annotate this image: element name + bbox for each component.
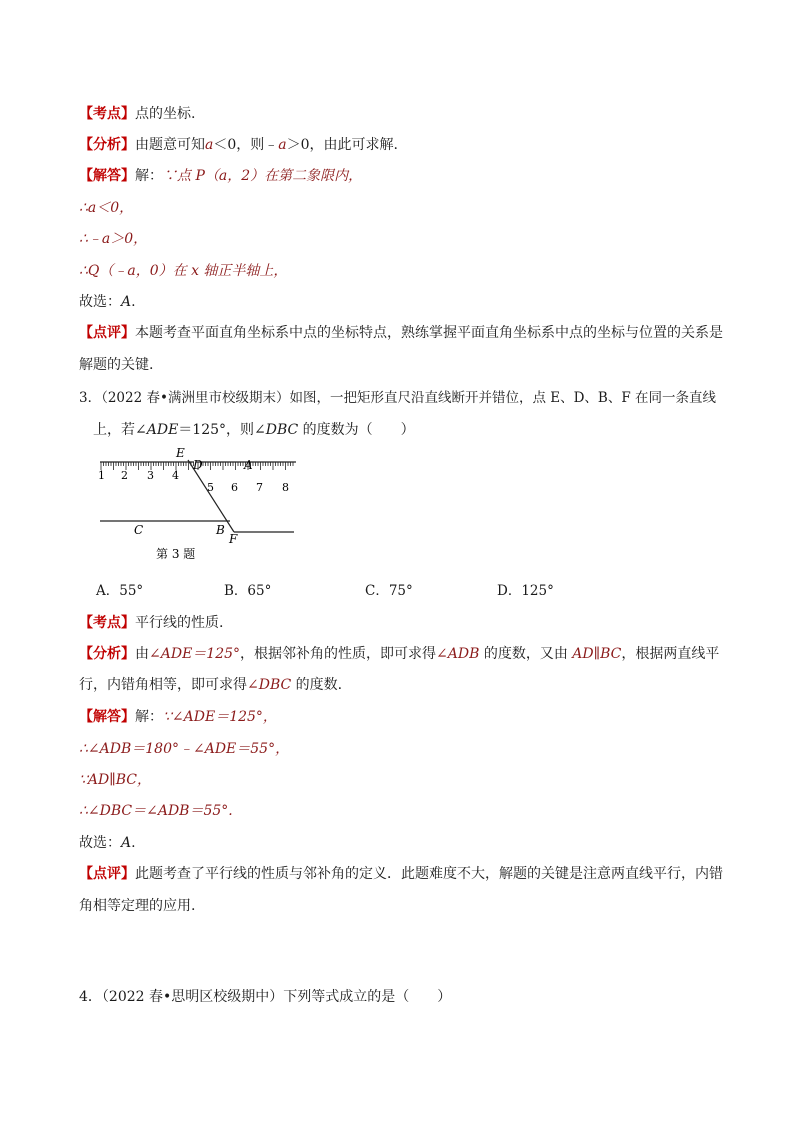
fenxi-tag: 【分析】 bbox=[79, 137, 135, 153]
figure-caption: 第 3 题 bbox=[156, 547, 196, 561]
math-var: ADE bbox=[146, 422, 179, 438]
math-expr: ∠ADB bbox=[436, 646, 480, 662]
q2-answer bbox=[79, 293, 136, 311]
math-expr: ∠DBC bbox=[247, 677, 292, 693]
answer-value: A bbox=[121, 294, 132, 310]
q3-kaodian bbox=[79, 614, 223, 632]
jieda-tag: 【解答】 bbox=[79, 709, 135, 725]
kaodian-tag: 【考点】 bbox=[79, 615, 135, 631]
option-d: D．125° bbox=[497, 583, 554, 599]
fenxi-text: ＜0，则﹣ bbox=[213, 137, 279, 153]
math-var: a bbox=[205, 137, 214, 153]
math-expr: ∠ADE＝125° bbox=[149, 646, 241, 662]
q2-kaodian bbox=[79, 105, 195, 123]
fenxi-text: ，根据两直线平 bbox=[621, 646, 720, 662]
stem-text: 的度数为（ ） bbox=[298, 422, 415, 438]
q3-dianping-cont: 角相等定理的应用. bbox=[79, 898, 196, 914]
fenxi-text: 的度数. bbox=[291, 677, 343, 693]
q3-fenxi-cont bbox=[79, 676, 342, 694]
q3-answer bbox=[79, 834, 136, 852]
q2-step-1: ∴a＜0， bbox=[79, 200, 134, 216]
tick-label: 7 bbox=[256, 481, 263, 494]
answer-period: . bbox=[131, 835, 136, 851]
q4-stem: 4．（2022 春•思明区校级期中）下列等式成立的是（ ） bbox=[79, 989, 452, 1005]
point-label-E: E bbox=[176, 446, 185, 460]
tick-label: 8 bbox=[282, 481, 289, 494]
fenxi-tag: 【分析】 bbox=[79, 646, 135, 662]
q2-step-2: ∴﹣a＞0， bbox=[79, 231, 148, 247]
answer-label: 故选： bbox=[79, 835, 121, 851]
option-a: A．55° bbox=[96, 583, 144, 599]
jieda-text: 解： bbox=[135, 168, 163, 184]
ruler-figure bbox=[96, 446, 302, 564]
answer-period: . bbox=[131, 294, 136, 310]
q3-dianping bbox=[79, 865, 723, 883]
tick-label: 5 bbox=[207, 481, 214, 494]
tick-label: 6 bbox=[231, 481, 238, 494]
q2-dianping-cont: 解题的关键. bbox=[79, 357, 154, 373]
math-expr: AD∥BC bbox=[572, 646, 622, 662]
kaodian-tag: 【考点】 bbox=[79, 106, 135, 122]
tick-label: 1 bbox=[98, 469, 105, 482]
stem-text: 上，若∠ bbox=[93, 422, 147, 438]
answer-value: A bbox=[121, 835, 132, 851]
q3-stem-line2 bbox=[93, 421, 415, 439]
tick-label: 4 bbox=[172, 469, 179, 482]
tick-label: 3 bbox=[147, 469, 154, 482]
option-b: B．65° bbox=[224, 583, 272, 599]
jieda-text: 解： bbox=[135, 709, 163, 725]
q2-fenxi bbox=[79, 136, 398, 154]
stem-text: ＝125°，则∠ bbox=[178, 422, 266, 438]
q3-jieda bbox=[79, 708, 277, 726]
q2-jieda bbox=[79, 167, 362, 185]
kaodian-text: 平行线的性质. bbox=[135, 615, 224, 631]
fenxi-text: ，根据邻补角的性质，即可求得 bbox=[240, 646, 437, 662]
option-c: C．75° bbox=[365, 583, 413, 599]
q2-step-3: ∴Q（﹣a，0）在 x 轴正半轴上， bbox=[79, 263, 288, 279]
point-label-A: A bbox=[244, 458, 253, 472]
kaodian-text: 点的坐标. bbox=[135, 106, 196, 122]
fenxi-text: 由题意可知 bbox=[135, 137, 205, 153]
jieda-tag: 【解答】 bbox=[79, 168, 135, 184]
q3-step-2: ∵AD∥BC， bbox=[79, 772, 151, 788]
q3-fenxi bbox=[79, 645, 719, 663]
q3-stem-line1: 3．（2022 春•满洲里市校级期末）如图，一把矩形直尺沿直线断开并错位，点 E、D、B、F 在同一条直线 bbox=[79, 390, 716, 406]
point-label-C: C bbox=[134, 523, 144, 537]
q2-dianping bbox=[79, 324, 723, 342]
dianping-text: 此题考查了平行线的性质与邻补角的定义．此题难度不大，解题的关键是注意两直线平行，内错 bbox=[135, 866, 723, 882]
tick-label: 2 bbox=[121, 469, 128, 482]
math-expr: ∵∠ADE＝125°， bbox=[163, 709, 277, 725]
math-expr: ∵点 P（a，2）在第二象限内， bbox=[163, 168, 363, 184]
point-label-D: D bbox=[193, 458, 203, 472]
dianping-tag: 【点评】 bbox=[79, 325, 135, 341]
answer-label: 故选： bbox=[79, 294, 121, 310]
q3-step-1: ∴∠ADB＝180°﹣∠ADE＝55°， bbox=[79, 741, 290, 757]
dianping-text: 本题考查平面直角坐标系中点的坐标特点，熟练掌握平面直角坐标系中点的坐标与位置的关系是 bbox=[135, 325, 723, 341]
point-label-F: F bbox=[229, 532, 238, 546]
q3-step-3: ∴∠DBC＝∠ADB＝55°. bbox=[79, 803, 233, 819]
math-var: a bbox=[278, 137, 287, 153]
fenxi-text: 的度数，又由 bbox=[479, 646, 573, 662]
fenxi-text: ＞0，由此可求解. bbox=[286, 137, 398, 153]
math-var: DBC bbox=[265, 422, 299, 438]
dianping-tag: 【点评】 bbox=[79, 866, 135, 882]
point-label-B: B bbox=[216, 523, 225, 537]
fenxi-text: 行，内错角相等，即可求得 bbox=[79, 677, 247, 693]
fenxi-text: 由 bbox=[135, 646, 149, 662]
